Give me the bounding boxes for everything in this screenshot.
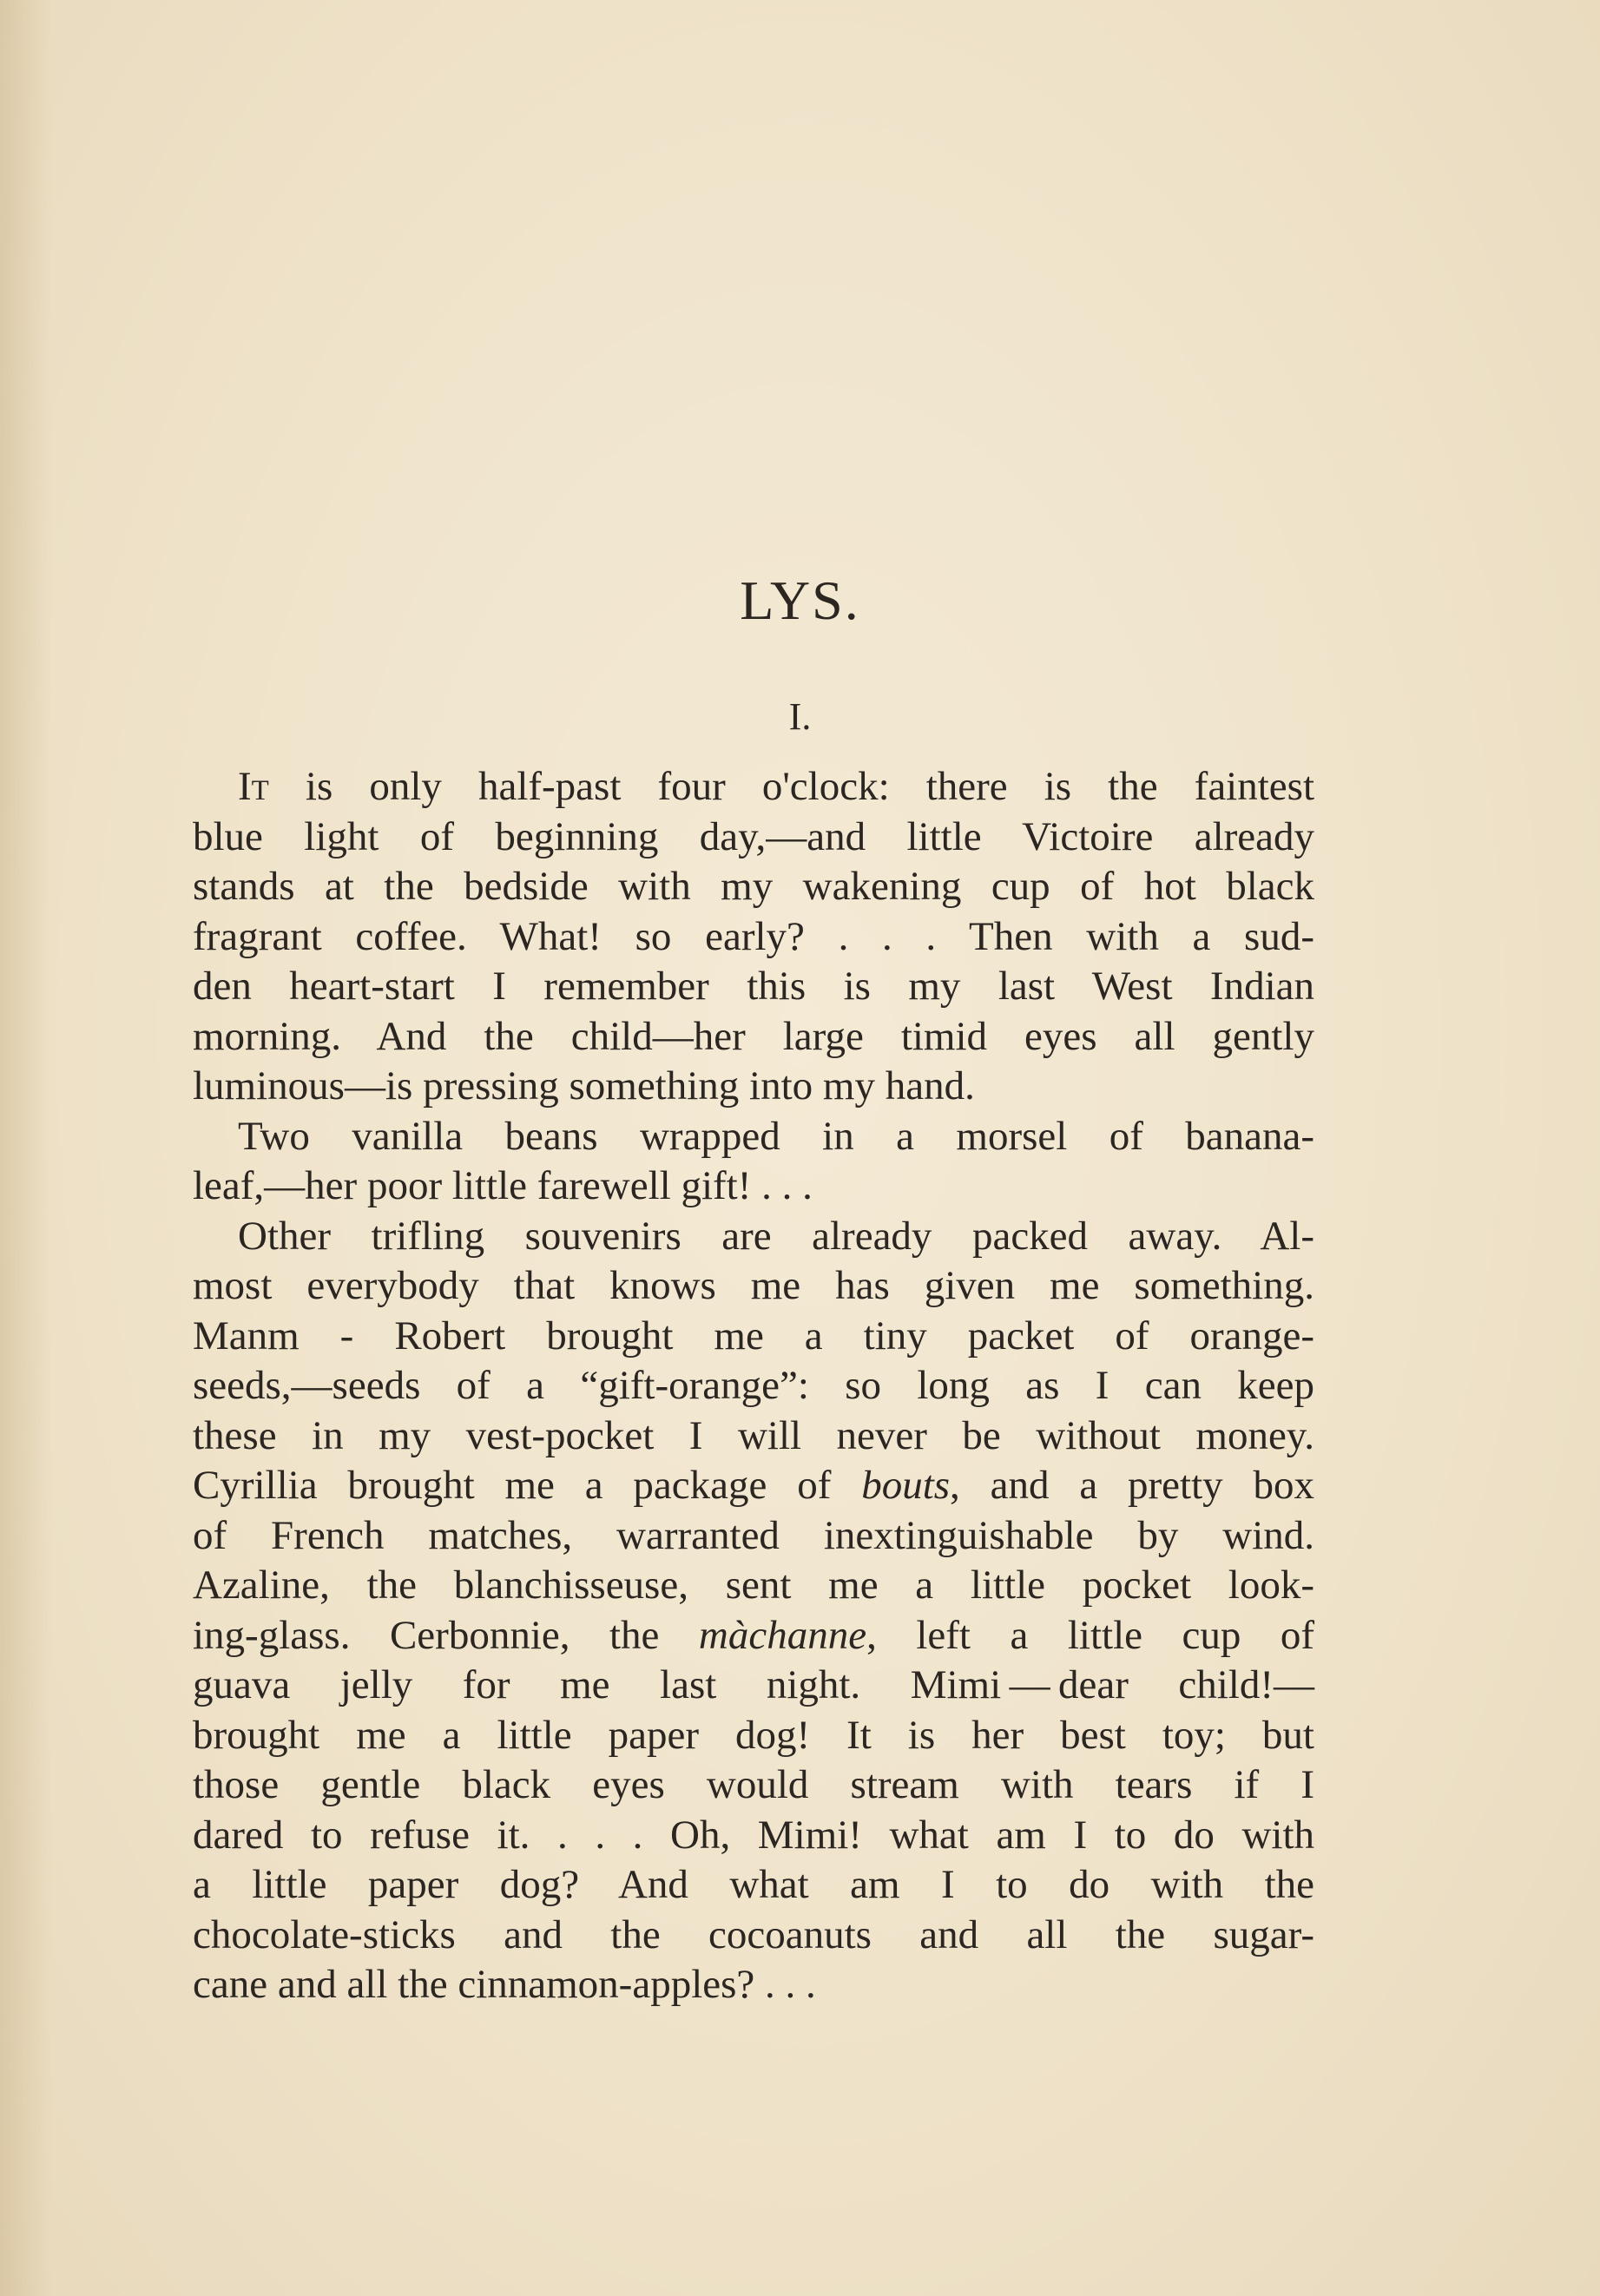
text-line-content: seeds,—seeds of a “gift-orange”: so long as I can keep <box>193 1363 1314 1408</box>
text-line <box>193 1911 1314 1961</box>
text-line-content: cane and all the cinnamon-apples? . . . <box>193 1962 816 2007</box>
text-line-content: these in my vest-pocket I will never be without money. <box>193 1412 1314 1458</box>
text-line <box>193 1960 1314 2010</box>
text-line <box>193 1611 1314 1661</box>
text-line-content: blue light of beginning day,—and little Victoire already <box>193 813 1314 859</box>
text-line-content: is only half-past four o'clock: there is the faintest <box>268 764 1314 809</box>
text-line <box>193 1760 1314 1811</box>
text-line <box>193 1411 1314 1462</box>
text-line-content: Manm - Robert brought me a tiny packet of orange- <box>193 1312 1314 1359</box>
text-line-lead: ing-glass. Cerbonnie, the <box>193 1612 699 1658</box>
text-line <box>193 762 1314 812</box>
text-line <box>193 812 1314 863</box>
text-line <box>193 862 1314 912</box>
text-line-content: most everybody that knows me has given me something. <box>193 1263 1314 1308</box>
text-line <box>193 1811 1314 1861</box>
text-line-content: morning. And the child—her large timid eyes all gently <box>193 1013 1314 1059</box>
text-line-content: leaf,—her poor little farewell gift! . . . <box>193 1163 813 1208</box>
text-line <box>193 962 1314 1012</box>
section-number: I. <box>788 695 812 738</box>
text-line <box>193 1062 1314 1112</box>
text-line-content: Other trifling souvenirs are already packed away. Al- <box>238 1213 1314 1259</box>
text-line-content: Azaline, the blanchisseuse, sent me a little pocket look- <box>193 1562 1314 1608</box>
text-line-content: guava jelly for me last night. Mimi — dear child!— <box>193 1662 1314 1707</box>
text-line <box>193 1361 1314 1411</box>
text-line-content: chocolate-sticks and the cocoanuts and all the sugar- <box>193 1911 1314 1957</box>
small-caps-opening: It <box>238 764 269 809</box>
text-line <box>193 1012 1314 1062</box>
text-line-content: fragrant coffee. What! so early? . . . Then with a sud- <box>193 913 1314 959</box>
text-line <box>193 1511 1314 1562</box>
text-line <box>193 1261 1314 1312</box>
text-line <box>193 1161 1314 1212</box>
text-line <box>193 1661 1314 1711</box>
chapter-body <box>193 762 1314 2010</box>
text-line <box>193 1312 1314 1362</box>
text-line-content: brought me a little paper dog! It is her best toy; but <box>193 1712 1314 1758</box>
text-line-content: of French matches, warranted inextinguishable by wind. <box>193 1512 1314 1558</box>
text-line-content: luminous—is pressing something into my hand. <box>193 1063 975 1109</box>
text-line <box>193 1860 1314 1911</box>
text-line-content: a little paper dog? And what am I to do with the <box>193 1862 1314 1907</box>
text-line-content: , and a pretty box <box>950 1463 1314 1508</box>
text-line <box>193 1711 1314 1761</box>
text-line <box>193 1112 1314 1162</box>
italic-word: bouts <box>861 1463 951 1508</box>
chapter-title: LYS. <box>740 569 860 631</box>
italic-word: màchanne <box>698 1612 867 1658</box>
text-line-content: den heart-start I remember this is my last West Indian <box>193 964 1314 1009</box>
text-line-content: those gentle black eyes would stream with tears if I <box>193 1762 1314 1807</box>
text-line-lead: Cyrillia brought me a package of <box>193 1463 862 1508</box>
text-line-content: dared to refuse it. . . . Oh, Mimi! what am I to do with <box>193 1812 1314 1858</box>
text-line <box>193 1212 1314 1262</box>
text-line-content: , left a little cup of <box>866 1612 1314 1658</box>
text-line <box>193 912 1314 963</box>
text-line <box>193 1461 1314 1511</box>
text-line <box>193 1561 1314 1611</box>
text-line-content: Two vanilla beans wrapped in a morsel of banana- <box>238 1113 1314 1159</box>
text-line-content: stands at the bedside with my wakening cup of hot black <box>193 864 1314 909</box>
